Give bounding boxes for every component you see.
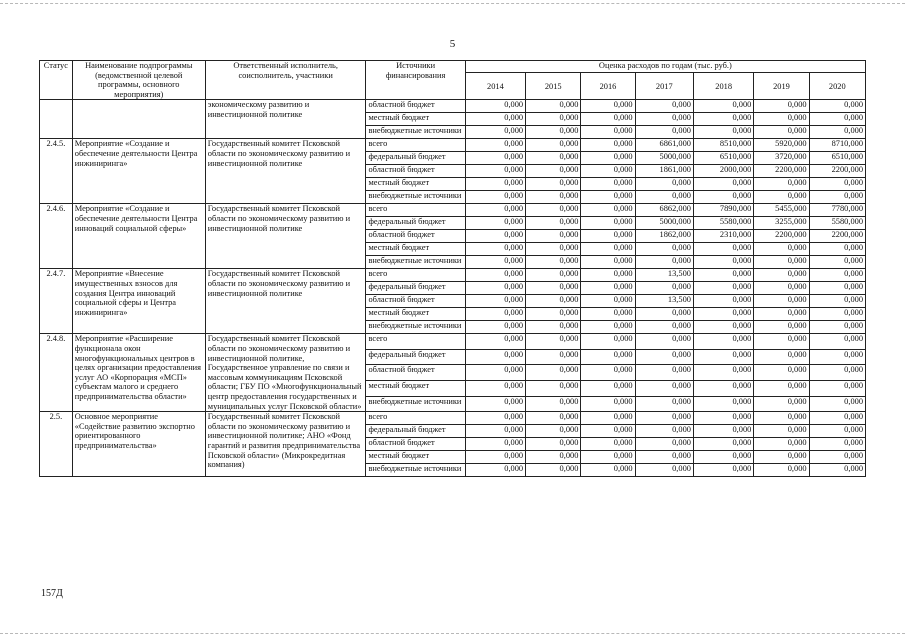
cell-value: 0,000 <box>465 152 525 165</box>
cell-value: 0,000 <box>693 425 753 438</box>
cell-value: 0,000 <box>465 126 525 139</box>
cell-value: 0,000 <box>754 451 809 464</box>
cell-source: областной бюджет <box>366 438 465 451</box>
cell-value: 0,000 <box>809 412 865 425</box>
cell-source: внебюджетные источники <box>366 321 465 334</box>
cell-value: 0,000 <box>754 425 809 438</box>
cell-value: 0,000 <box>581 451 635 464</box>
cell-value: 0,000 <box>465 381 525 397</box>
cell-value: 0,000 <box>581 308 635 321</box>
cell-value: 0,000 <box>465 396 525 412</box>
table-row <box>40 334 866 350</box>
cell-value: 0,000 <box>465 243 525 256</box>
cell-source: внебюджетные источники <box>366 256 465 269</box>
cell-value: 0,000 <box>581 425 635 438</box>
cell-status: 2.4.8. <box>40 334 73 412</box>
cell-value: 0,000 <box>526 217 581 230</box>
cell-value: 0,000 <box>581 113 635 126</box>
cell-source: всего <box>366 204 465 217</box>
cell-value: 3255,000 <box>754 217 809 230</box>
cell-name <box>72 100 205 139</box>
cell-value: 5000,000 <box>635 152 693 165</box>
cell-value: 0,000 <box>754 243 809 256</box>
cell-value: 0,000 <box>809 191 865 204</box>
cell-name: Мероприятие «Создание и обеспечение деятельности Центра инжиниринга» <box>72 139 205 204</box>
cell-source: местный бюджет <box>366 381 465 397</box>
cell-value: 0,000 <box>581 365 635 381</box>
cell-value: 0,000 <box>581 464 635 477</box>
cell-value: 0,000 <box>635 438 693 451</box>
cell-source: областной бюджет <box>366 100 465 113</box>
cell-source: местный бюджет <box>366 243 465 256</box>
cell-value: 0,000 <box>635 178 693 191</box>
cell-value: 0,000 <box>754 381 809 397</box>
cell-value: 0,000 <box>526 412 581 425</box>
cell-value: 0,000 <box>581 126 635 139</box>
cell-source: всего <box>366 334 465 350</box>
cell-value: 0,000 <box>809 451 865 464</box>
cell-value: 0,000 <box>809 464 865 477</box>
cell-value: 0,000 <box>693 438 753 451</box>
header-year: 2020 <box>809 73 865 100</box>
cell-status: 2.4.5. <box>40 139 73 204</box>
cell-status <box>40 100 73 139</box>
cell-executor: Государственный комитет Псковской области по экономическому развитию и инвестиционной политике, Государственное управление по связи и массовым коммуникациям Псковской области; ГБУ ПО «Многофункциональный центр предоставления государственных и муниципальных услуг Псковской области» <box>205 334 366 412</box>
cell-value: 13,500 <box>635 295 693 308</box>
cell-value: 0,000 <box>693 282 753 295</box>
cell-source: внебюджетные источники <box>366 191 465 204</box>
cell-value: 0,000 <box>809 365 865 381</box>
cell-value: 0,000 <box>809 269 865 282</box>
cell-value: 0,000 <box>809 100 865 113</box>
cell-value: 0,000 <box>581 230 635 243</box>
cell-value: 0,000 <box>581 204 635 217</box>
cell-source: федеральный бюджет <box>366 217 465 230</box>
cell-value: 0,000 <box>581 191 635 204</box>
cell-value: 0,000 <box>526 126 581 139</box>
header-year: 2018 <box>693 73 753 100</box>
cell-value: 0,000 <box>465 100 525 113</box>
page-number: 5 <box>449 38 456 50</box>
cell-value: 0,000 <box>635 100 693 113</box>
cell-value: 6861,000 <box>635 139 693 152</box>
cell-value: 0,000 <box>526 396 581 412</box>
cell-value: 0,000 <box>581 438 635 451</box>
header-year: 2017 <box>635 73 693 100</box>
cell-value: 0,000 <box>465 139 525 152</box>
cell-value: 0,000 <box>526 425 581 438</box>
cell-value: 0,000 <box>754 438 809 451</box>
cell-value: 0,000 <box>754 464 809 477</box>
cell-source: федеральный бюджет <box>366 152 465 165</box>
cell-value: 0,000 <box>465 438 525 451</box>
cell-value: 0,000 <box>581 269 635 282</box>
header-name: Наименование подпрограммы (ведомственной целевой программы, основного мероприятия) <box>72 61 205 100</box>
cell-value: 0,000 <box>635 321 693 334</box>
cell-value: 0,000 <box>635 243 693 256</box>
cell-value: 0,000 <box>465 412 525 425</box>
cell-value: 0,000 <box>465 308 525 321</box>
footer-code: 157Д <box>41 588 63 599</box>
cell-value: 0,000 <box>465 269 525 282</box>
cell-value: 0,000 <box>693 243 753 256</box>
cell-value: 0,000 <box>465 334 525 350</box>
cell-value: 1862,000 <box>635 230 693 243</box>
cell-executor: Государственный комитет Псковской области по экономическому развитию и инвестиционной политике <box>205 139 366 204</box>
cell-value: 0,000 <box>754 282 809 295</box>
cell-source: федеральный бюджет <box>366 349 465 365</box>
cell-value: 0,000 <box>693 113 753 126</box>
cell-value: 0,000 <box>809 438 865 451</box>
cell-value: 0,000 <box>581 412 635 425</box>
cell-value: 0,000 <box>465 451 525 464</box>
cell-value: 0,000 <box>754 308 809 321</box>
cell-value: 0,000 <box>754 412 809 425</box>
cell-value: 0,000 <box>809 308 865 321</box>
cell-value: 0,000 <box>465 204 525 217</box>
cell-value: 0,000 <box>809 113 865 126</box>
cell-value: 0,000 <box>693 126 753 139</box>
cell-value: 0,000 <box>693 269 753 282</box>
cell-source: всего <box>366 139 465 152</box>
table-row <box>40 204 866 217</box>
cell-value: 0,000 <box>754 321 809 334</box>
cell-value: 0,000 <box>465 295 525 308</box>
cell-value: 0,000 <box>693 396 753 412</box>
cell-value: 0,000 <box>465 282 525 295</box>
cell-source: внебюджетные источники <box>366 464 465 477</box>
cell-value: 0,000 <box>526 204 581 217</box>
cell-value: 0,000 <box>581 165 635 178</box>
cell-value: 0,000 <box>526 152 581 165</box>
cell-source: областной бюджет <box>366 165 465 178</box>
cell-source: местный бюджет <box>366 178 465 191</box>
cell-value: 1861,000 <box>635 165 693 178</box>
cell-value: 0,000 <box>526 334 581 350</box>
cell-value: 0,000 <box>809 256 865 269</box>
cell-executor: Государственный комитет Псковской области по экономическому развитию и инвестиционной политике <box>205 204 366 269</box>
cell-source: областной бюджет <box>366 365 465 381</box>
cell-value: 0,000 <box>635 349 693 365</box>
cell-value: 0,000 <box>465 464 525 477</box>
budget-table <box>39 60 866 477</box>
cell-value: 0,000 <box>809 282 865 295</box>
cell-value: 0,000 <box>754 113 809 126</box>
cell-value: 0,000 <box>465 178 525 191</box>
cell-name: Мероприятие «Создание и обеспечение деятельности Центра инноваций социальной сферы» <box>72 204 205 269</box>
cell-value: 0,000 <box>809 243 865 256</box>
cell-value: 0,000 <box>635 256 693 269</box>
cell-value: 0,000 <box>635 365 693 381</box>
cell-value: 0,000 <box>693 365 753 381</box>
cell-value: 0,000 <box>465 191 525 204</box>
cell-source: местный бюджет <box>366 451 465 464</box>
cell-value: 0,000 <box>809 321 865 334</box>
cell-value: 0,000 <box>635 396 693 412</box>
cell-value: 0,000 <box>754 256 809 269</box>
cell-name: Мероприятие «Расширение функционала окон многофункциональных центров в целях организации предоставления услуг АО «Корпорация «МСП» субъектам малого и среднего предпринимательства области» <box>72 334 205 412</box>
cell-value: 0,000 <box>754 396 809 412</box>
cell-value: 0,000 <box>465 425 525 438</box>
cell-value: 0,000 <box>693 451 753 464</box>
table-row <box>40 139 866 152</box>
cell-value: 0,000 <box>693 100 753 113</box>
cell-value: 0,000 <box>754 178 809 191</box>
cell-value: 0,000 <box>581 282 635 295</box>
cell-value: 5580,000 <box>809 217 865 230</box>
cell-value: 0,000 <box>581 139 635 152</box>
cell-value: 0,000 <box>809 295 865 308</box>
cell-value: 0,000 <box>693 308 753 321</box>
cell-value: 0,000 <box>754 334 809 350</box>
header-row <box>40 61 866 73</box>
cell-value: 0,000 <box>526 464 581 477</box>
header-status: Статус <box>40 61 73 100</box>
cell-value: 0,000 <box>526 365 581 381</box>
cell-source: внебюджетные источники <box>366 396 465 412</box>
cell-value: 0,000 <box>526 191 581 204</box>
cell-value: 0,000 <box>526 295 581 308</box>
cell-value: 0,000 <box>581 217 635 230</box>
cell-value: 0,000 <box>581 396 635 412</box>
cell-value: 0,000 <box>635 126 693 139</box>
cell-value: 0,000 <box>754 365 809 381</box>
header-year: 2016 <box>581 73 635 100</box>
cell-value: 0,000 <box>754 126 809 139</box>
cell-value: 0,000 <box>635 425 693 438</box>
cell-source: местный бюджет <box>366 308 465 321</box>
cell-value: 0,000 <box>465 113 525 126</box>
cell-value: 7890,000 <box>693 204 753 217</box>
cell-value: 0,000 <box>635 282 693 295</box>
cell-value: 0,000 <box>465 256 525 269</box>
cell-value: 0,000 <box>635 191 693 204</box>
cell-value: 0,000 <box>526 256 581 269</box>
cell-value: 0,000 <box>809 178 865 191</box>
cell-value: 0,000 <box>693 412 753 425</box>
cell-executor: Государственный комитет Псковской области по экономическому развитию и инвестиционной политике <box>205 269 366 334</box>
cell-status: 2.5. <box>40 412 73 477</box>
cell-value: 0,000 <box>693 321 753 334</box>
cell-value: 0,000 <box>635 334 693 350</box>
cell-value: 0,000 <box>693 349 753 365</box>
cell-value: 0,000 <box>809 334 865 350</box>
cell-value: 5455,000 <box>754 204 809 217</box>
cell-status: 2.4.6. <box>40 204 73 269</box>
cell-value: 0,000 <box>809 396 865 412</box>
cell-value: 0,000 <box>635 464 693 477</box>
cell-value: 0,000 <box>635 412 693 425</box>
cell-source: внебюджетные источники <box>366 126 465 139</box>
cell-name: Основное мероприятие «Содействие развитию экспортно ориентированного предпринимательства» <box>72 412 205 477</box>
header-year: 2015 <box>526 73 581 100</box>
table-row <box>40 412 866 425</box>
cell-value: 0,000 <box>581 295 635 308</box>
cell-value: 0,000 <box>526 178 581 191</box>
cell-value: 5580,000 <box>693 217 753 230</box>
cell-status: 2.4.7. <box>40 269 73 334</box>
cell-executor: Государственный комитет Псковской области по экономическому развитию и инвестиционной политике; АНО «Фонд гарантий и развития предпринимательства Псковской области» (Микрокредитная компания) <box>205 412 366 477</box>
cell-value: 0,000 <box>581 178 635 191</box>
cell-value: 5000,000 <box>635 217 693 230</box>
cell-value: 13,500 <box>635 269 693 282</box>
cell-value: 0,000 <box>526 282 581 295</box>
scan-edge-bottom <box>0 633 905 635</box>
cell-value: 2310,000 <box>693 230 753 243</box>
cell-value: 0,000 <box>581 152 635 165</box>
cell-value: 0,000 <box>693 191 753 204</box>
cell-value: 0,000 <box>635 113 693 126</box>
cell-value: 0,000 <box>635 381 693 397</box>
cell-value: 0,000 <box>526 113 581 126</box>
cell-value: 6510,000 <box>809 152 865 165</box>
cell-value: 0,000 <box>809 381 865 397</box>
cell-source: федеральный бюджет <box>366 282 465 295</box>
cell-value: 0,000 <box>526 321 581 334</box>
cell-value: 2200,000 <box>754 230 809 243</box>
cell-value: 0,000 <box>581 349 635 365</box>
cell-value: 0,000 <box>526 451 581 464</box>
cell-value: 0,000 <box>693 381 753 397</box>
cell-value: 0,000 <box>754 191 809 204</box>
header-year: 2019 <box>754 73 809 100</box>
cell-value: 0,000 <box>581 381 635 397</box>
cell-value: 0,000 <box>526 100 581 113</box>
cell-value: 2200,000 <box>809 230 865 243</box>
cell-executor: экономическому развитию и инвестиционной политике <box>205 100 366 139</box>
cell-value: 0,000 <box>581 243 635 256</box>
cell-value: 0,000 <box>581 321 635 334</box>
cell-value: 0,000 <box>465 321 525 334</box>
cell-source: областной бюджет <box>366 295 465 308</box>
cell-value: 7780,000 <box>809 204 865 217</box>
cell-value: 0,000 <box>465 230 525 243</box>
cell-value: 8510,000 <box>693 139 753 152</box>
cell-source: всего <box>366 412 465 425</box>
cell-value: 6510,000 <box>693 152 753 165</box>
cell-value: 0,000 <box>693 334 753 350</box>
cell-value: 0,000 <box>526 230 581 243</box>
cell-value: 8710,000 <box>809 139 865 152</box>
cell-source: всего <box>366 269 465 282</box>
cell-value: 0,000 <box>809 349 865 365</box>
cell-value: 0,000 <box>754 349 809 365</box>
cell-value: 0,000 <box>754 295 809 308</box>
cell-source: областной бюджет <box>366 230 465 243</box>
cell-name: Мероприятие «Внесение имущественных взносов для создания Центра инноваций социальной сферы и Центра инжиниринга» <box>72 269 205 334</box>
table-body <box>40 100 866 477</box>
cell-value: 0,000 <box>465 349 525 365</box>
cell-value: 0,000 <box>526 349 581 365</box>
cell-value: 0,000 <box>754 269 809 282</box>
table-row <box>40 100 866 113</box>
scan-edge-top <box>0 3 905 5</box>
cell-value: 0,000 <box>465 217 525 230</box>
cell-value: 0,000 <box>526 438 581 451</box>
cell-value: 0,000 <box>693 464 753 477</box>
cell-value: 0,000 <box>693 256 753 269</box>
cell-value: 0,000 <box>635 451 693 464</box>
header-year: 2014 <box>465 73 525 100</box>
cell-value: 0,000 <box>693 295 753 308</box>
cell-value: 3720,000 <box>754 152 809 165</box>
cell-value: 5920,000 <box>754 139 809 152</box>
header-executor: Ответственный исполнитель, соисполнитель, участники <box>205 61 366 100</box>
cell-value: 0,000 <box>635 308 693 321</box>
table-row <box>40 269 866 282</box>
header-source: Источники финансирования <box>366 61 465 100</box>
cell-value: 2200,000 <box>809 165 865 178</box>
cell-value: 0,000 <box>754 100 809 113</box>
cell-source: федеральный бюджет <box>366 425 465 438</box>
cell-value: 0,000 <box>526 139 581 152</box>
cell-value: 2200,000 <box>754 165 809 178</box>
cell-value: 0,000 <box>693 178 753 191</box>
cell-value: 0,000 <box>581 334 635 350</box>
cell-value: 2000,000 <box>693 165 753 178</box>
cell-value: 6862,000 <box>635 204 693 217</box>
cell-value: 0,000 <box>465 165 525 178</box>
cell-value: 0,000 <box>581 100 635 113</box>
cell-value: 0,000 <box>526 165 581 178</box>
cell-source: местный бюджет <box>366 113 465 126</box>
header-expense-group: Оценка расходов по годам (тыс. руб.) <box>465 61 865 73</box>
cell-value: 0,000 <box>465 365 525 381</box>
cell-value: 0,000 <box>809 425 865 438</box>
cell-value: 0,000 <box>526 308 581 321</box>
cell-value: 0,000 <box>526 269 581 282</box>
cell-value: 0,000 <box>526 381 581 397</box>
cell-value: 0,000 <box>809 126 865 139</box>
cell-value: 0,000 <box>581 256 635 269</box>
cell-value: 0,000 <box>526 243 581 256</box>
